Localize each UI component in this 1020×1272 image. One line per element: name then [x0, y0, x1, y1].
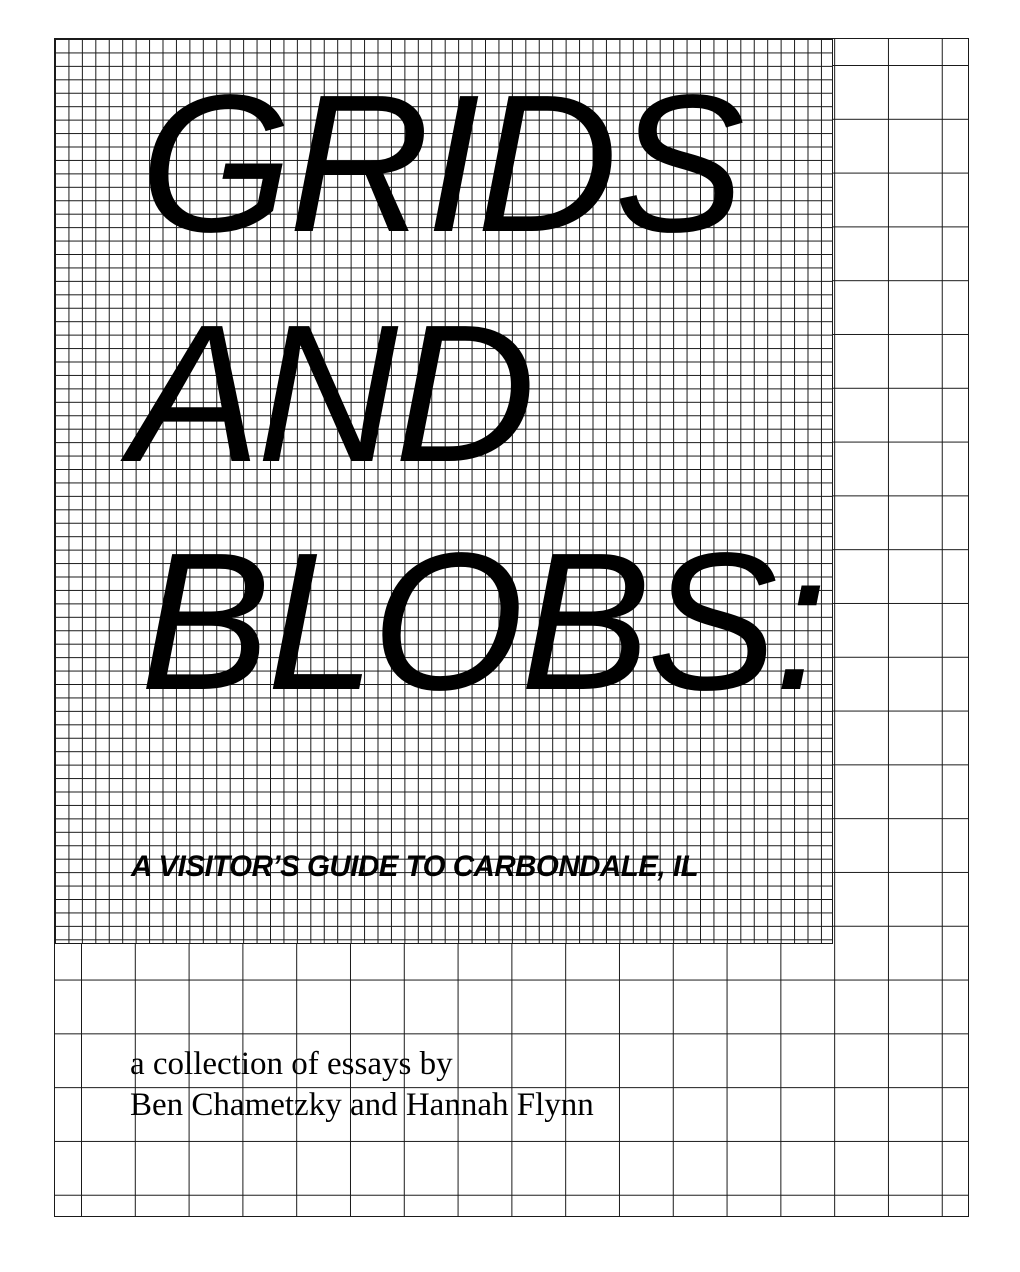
title-line-grids: GRIDS — [140, 54, 741, 273]
byline-authors: Ben Chametzky and Hannah Flynn — [130, 1087, 594, 1123]
subtitle: A VISITOR’S GUIDE TO CARBONDALE, IL — [131, 850, 699, 883]
title-line-blobs: BLOBS: — [140, 512, 825, 731]
title-line-and: AND — [130, 284, 532, 503]
byline-intro: a collection of essays by — [130, 1046, 453, 1082]
